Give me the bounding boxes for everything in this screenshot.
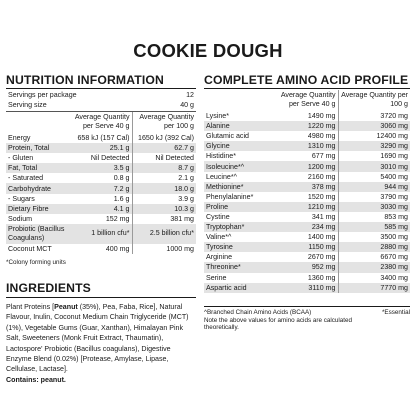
table-row <box>204 262 410 272</box>
row-per-100: 12400 mg <box>338 131 410 141</box>
row-per-100: 5400 mg <box>338 172 410 182</box>
row-per-100: 2880 mg <box>338 242 410 252</box>
row-per-100: 3720 mg <box>338 111 410 121</box>
row-per-100: 1000 mg <box>132 244 196 254</box>
row-per-serve: 7.2 g <box>70 183 132 193</box>
row-per-100: 585 mg <box>338 222 410 232</box>
servings-label: Servings per package <box>8 91 77 100</box>
ingredients-contains: Contains: peanut. <box>6 375 66 384</box>
row-per-100: 62.7 g <box>132 143 196 153</box>
table-row <box>204 273 410 283</box>
row-label: Lysine* <box>206 112 230 121</box>
row-label: Proline <box>204 202 270 212</box>
row-per-100: 1650 kJ (392 Cal) <box>132 133 196 143</box>
row-per-serve: 4.1 g <box>70 204 132 214</box>
nutrition-col-per-serve: Average Quantity per Serve 40 g <box>74 113 130 130</box>
row-label: Leucine*^ <box>206 172 237 181</box>
row-label: Protein, Total <box>6 143 70 153</box>
row-label: Sodium <box>8 214 33 223</box>
table-row <box>204 242 410 252</box>
ingredients-allergen: Peanut <box>54 303 78 311</box>
amino-top-rule <box>204 88 410 89</box>
table-row <box>6 224 196 244</box>
row-per-100: 3290 mg <box>338 141 410 151</box>
amino-header-row <box>204 90 410 111</box>
row-per-100: 3.9 g <box>132 194 196 204</box>
row-label: Alanine <box>204 121 270 131</box>
row-per-serve: 341 mg <box>311 212 336 221</box>
row-label: Dietary Fibre <box>6 204 70 214</box>
row-label: Phenylalanine* <box>206 192 254 201</box>
nutrition-col-per-100: Average Quantity per 100 g <box>132 112 196 133</box>
row-per-100: 1690 mg <box>338 151 410 161</box>
row-per-serve: 3110 mg <box>270 283 338 293</box>
row-per-serve: 1 billion cfu* <box>70 224 132 244</box>
row-label: Energy <box>8 134 31 143</box>
table-row <box>204 121 410 131</box>
row-per-serve: 1210 mg <box>270 202 338 212</box>
row-per-serve: 1150 mg <box>270 242 338 252</box>
row-per-serve: 0.8 g <box>113 174 130 183</box>
row-per-100: 3500 mg <box>338 232 410 242</box>
table-row <box>204 283 410 293</box>
row-per-serve: 152 mg <box>105 214 130 223</box>
row-per-100: 10.3 g <box>132 204 196 214</box>
product-title: COOKIE DOUGH <box>133 40 283 61</box>
table-row <box>6 143 196 153</box>
row-per-serve: 1360 mg <box>307 273 336 282</box>
amino-footnote-note: Note the above values for amino acids are calculated theoretically. <box>204 316 353 331</box>
table-row <box>204 131 410 141</box>
row-per-serve: Nil Detected <box>90 154 130 163</box>
nutrition-footnote: *Colony forming units <box>6 259 66 266</box>
amino-footnote-essential: *Essential <box>381 309 410 316</box>
row-per-serve: 3.5 g <box>70 163 132 173</box>
row-label: Cystine <box>206 212 230 221</box>
amino-footnotes <box>204 309 410 332</box>
serving-size-label: Serving size <box>8 101 47 110</box>
row-per-100: 3400 mg <box>338 273 410 283</box>
table-row <box>6 133 196 143</box>
row-per-serve: 1220 mg <box>270 121 338 131</box>
table-row <box>6 214 196 224</box>
row-label: - Sugars <box>8 194 35 203</box>
amino-col-per-serve: Average Quantity per Serve 40 g <box>280 91 336 108</box>
table-row <box>6 163 196 173</box>
table-row <box>204 151 410 161</box>
row-label: Fat, Total <box>6 163 70 173</box>
row-label: Tyrosine <box>204 242 270 252</box>
ingredients-part: Plant Proteins [ <box>6 303 55 311</box>
table-row <box>6 183 196 193</box>
row-per-100: 381 mg <box>132 214 196 224</box>
row-per-serve: 2670 mg <box>307 253 336 262</box>
row-label: Methionine* <box>204 182 270 192</box>
row-per-serve: 1490 mg <box>307 112 336 121</box>
nutrition-header-row <box>6 112 196 133</box>
row-per-100: 8.7 g <box>132 163 196 173</box>
row-label: Tryptophan* <box>204 222 270 232</box>
serving-size-row <box>6 100 196 110</box>
row-per-100: 6670 mg <box>338 252 410 262</box>
table-row <box>204 222 410 232</box>
row-per-100: 3060 mg <box>338 121 410 131</box>
row-label: Histidine* <box>206 152 236 161</box>
row-per-serve: 1200 mg <box>270 161 338 171</box>
servings-table <box>6 90 196 110</box>
ingredients-part: (35%), Pea, Faba, Rice], Natural Flavour, Inulin, Coconut Medium Chain Triglyceride (MCT) (1%), Vegetable Gums (Guar, Xanthan), Himalayan Pink Salt, Sweeteners (Monk Fruit Extract, Thaumatin), Lactospore' Probiotic (Bacillus coagulans), Digestive Enzyme Blend (0.02%) [Protease, Amylase, Lipase, Cellulase, Lactase]. <box>6 303 189 374</box>
row-per-serve: 677 mg <box>311 152 336 161</box>
row-label: - Gluten <box>8 154 34 163</box>
table-row <box>204 212 410 222</box>
row-label: Aspartic acid <box>204 283 270 293</box>
table-row <box>6 153 196 163</box>
table-row <box>204 111 410 121</box>
nutrition-heading: NUTRITION INFORMATION <box>6 73 164 87</box>
ingredients-rule <box>6 297 196 298</box>
table-row <box>204 202 410 212</box>
amino-table <box>204 90 410 293</box>
row-per-serve: 658 kJ (157 Cal) <box>77 134 130 143</box>
row-per-100: 2.5 billion cfu* <box>132 224 196 244</box>
table-row <box>6 173 196 183</box>
table-row <box>6 244 196 254</box>
row-label: Threonine* <box>204 262 270 272</box>
servings-row <box>6 90 196 100</box>
amino-col-per-100: Average Quantity per 100 g <box>338 90 410 111</box>
row-per-100: Nil Detected <box>132 153 196 163</box>
row-per-100: 2380 mg <box>338 262 410 272</box>
table-row <box>6 204 196 214</box>
row-per-100: 3010 mg <box>338 161 410 171</box>
serving-size-value: 40 g <box>180 101 194 110</box>
table-row <box>204 172 410 182</box>
row-per-serve: 2160 mg <box>307 172 336 181</box>
row-label: Glycine <box>204 141 270 151</box>
row-per-serve: 1.6 g <box>113 194 130 203</box>
table-row <box>6 194 196 204</box>
amino-bottom-rule <box>204 306 410 307</box>
ingredients-heading: INGREDIENTS <box>6 281 91 295</box>
servings-value: 12 <box>186 91 194 100</box>
amino-footnote-bcaa: ^Branched Chain Amino Acids (BCAA) <box>204 309 312 316</box>
row-label: Arginine <box>206 253 233 262</box>
row-label: Valine*^ <box>206 233 232 242</box>
row-per-100: 3030 mg <box>338 202 410 212</box>
row-per-100: 944 mg <box>338 182 410 192</box>
row-per-serve: 234 mg <box>270 222 338 232</box>
amino-heading: COMPLETE AMINO ACID PROFILE <box>204 73 409 87</box>
ingredients-text <box>6 302 196 385</box>
row-per-100: 2.1 g <box>132 173 196 183</box>
row-per-serve: 25.1 g <box>70 143 132 153</box>
row-label: Coconut MCT <box>8 244 52 253</box>
row-per-100: 3790 mg <box>338 192 410 202</box>
row-label: Glutamic acid <box>206 132 249 141</box>
row-per-serve: 1520 mg <box>307 192 336 201</box>
table-row <box>204 141 410 151</box>
row-per-serve: 1400 mg <box>307 233 336 242</box>
row-per-serve: 1310 mg <box>270 141 338 151</box>
row-per-serve: 952 mg <box>270 262 338 272</box>
row-per-100: 7770 mg <box>338 283 410 293</box>
row-per-serve: 4980 mg <box>307 132 336 141</box>
row-label: Serine <box>206 273 227 282</box>
row-label: Isoleucine*^ <box>204 161 270 171</box>
nutrition-table <box>6 112 196 254</box>
row-label: - Saturated <box>8 174 44 183</box>
nutrition-top-rule <box>6 88 196 89</box>
table-row <box>204 161 410 171</box>
row-per-100: 853 mg <box>338 212 410 222</box>
row-label: Carbohydrate <box>6 183 70 193</box>
table-row <box>204 182 410 192</box>
row-per-serve: 378 mg <box>270 182 338 192</box>
table-row <box>204 252 410 262</box>
row-per-100: 18.0 g <box>132 183 196 193</box>
row-label: Probiotic (Bacillus Coagulans) <box>6 224 70 244</box>
row-per-serve: 400 mg <box>105 244 130 253</box>
table-row <box>204 232 410 242</box>
table-row <box>204 192 410 202</box>
